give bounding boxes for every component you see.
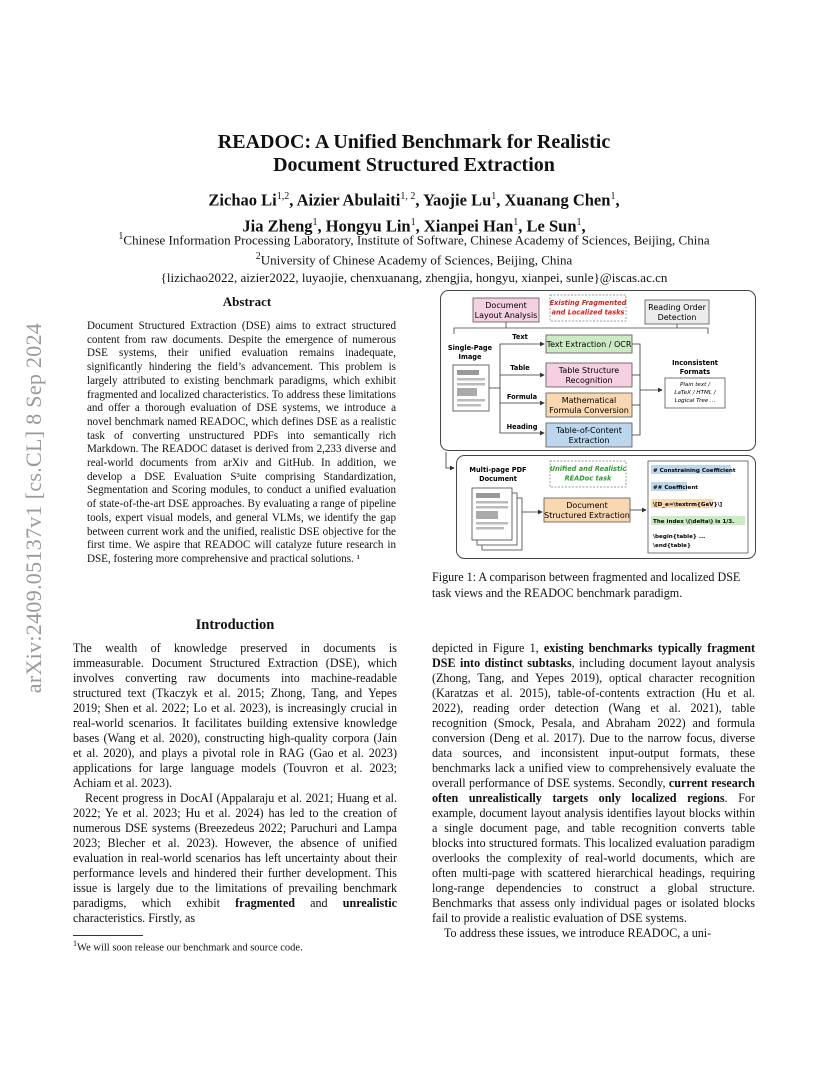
author-affil-mark: 1	[576, 216, 582, 228]
author-line-1: Zichao Li$^{1,2}$, Aizier Abulaiti$^{1, 2}$, Yaojie Lu$^1$, Xuanang Chen$^1$,	[208, 190, 620, 210]
author-affil-mark: 1	[410, 216, 416, 228]
author-affil-mark: 1,2	[276, 191, 290, 202]
left-column-text	[73, 641, 397, 926]
unified-note-line-2: READoc task	[564, 474, 612, 483]
author-affil-mark: 1	[610, 191, 616, 202]
abstract-body: Document Structured Extraction (DSE) aims to extract structured content from raw documents. Despite the emergence of numerous DSE systems, their unified evaluation remains inadequate, significantly hindering the field’s advancement. This problem is largely attributed to existing benchmark paradigms, which exhibit fragmented and localized characteristics. To address these limitations and offer a thorough evaluation of DSE systems, we introduce a novel benchmark named READOC, which defines DSE as a realistic task of converting unstructured PDFs into semantically rich Markdown. The READOC dataset is derived from 2,233 diverse and real-world documents from arXiv and GitHub. In addition, we develop a DSE Evaluation S³uite comprising Standardization, Segmentation and Scoring modules, to conduct a unified evaluation of state-of-the-art DSE approaches. By evaluating a range of pipeline tools, expert visual models, and general VLMs, we identify the gap between current work and the unified, realistic DSE objective for the first time. We aspire that READOC will catalyze future research in DSE, fostering more comprehensive and practical solutions. ¹	[87, 320, 396, 565]
author-name: Le Sun	[526, 216, 577, 235]
md-line-5: \begin{table} ...	[653, 534, 706, 540]
task-box-toc-label-2: Extraction	[568, 436, 610, 445]
text-run: characteristics. Firstly, as	[73, 911, 196, 925]
figure-1-diagram	[440, 290, 756, 562]
footnote	[73, 939, 397, 954]
text-run: and	[294, 896, 343, 910]
author-line-2: Jia Zheng$^1$, Hongyu Lin$^1$, Xianpei Han$^1$, Le Sun$^1$,	[242, 216, 586, 235]
branch-label-table: Table	[510, 364, 530, 372]
task-box-table-label-2: Recognition	[565, 376, 613, 385]
dse-task-label-2: Structured Extraction	[544, 511, 630, 520]
author-affil-mark: 1	[312, 216, 318, 228]
single-page-label-1: Single-Page	[447, 344, 493, 352]
branch-label-text: Text	[512, 333, 528, 341]
footnote-mark: 1	[73, 939, 77, 948]
introduction-heading: Introduction	[195, 617, 275, 633]
footnote-rule	[73, 935, 143, 936]
dse-task-label-1: Document	[566, 501, 608, 510]
branch-label-formula: Formula	[506, 393, 538, 401]
page-icon-line	[457, 404, 481, 407]
bold-term: fragmented	[235, 896, 295, 910]
multi-page-label-2: Document	[479, 475, 517, 483]
author-affil-mark: 1	[513, 216, 519, 228]
right-paragraph-2: To address these issues, we introduce READOC, a uni-	[444, 926, 712, 940]
layout-analysis-label-1: Document	[485, 301, 527, 310]
formats-line-1: Plain text /	[679, 382, 711, 388]
text-run: . For example, document layout analysis identifies layout blocks within a single document page, and table recognition converts table blocks into structured formats. This localized evaluation paradigm overlooks the complexity of real-world documents, which are often multi-page with scattered hierarchical headings, requiring long-range dependencies to construct a global structure. Benchmarks that assess only individual pages or isolated blocks fail to provide a realistic evaluation of DSE systems.	[432, 791, 756, 925]
paper-title	[114, 131, 714, 177]
task-box-table-label-1: Table Structure	[558, 366, 620, 375]
page-icon-line	[457, 399, 485, 402]
right-column-text	[432, 641, 755, 941]
affiliations	[74, 228, 754, 286]
md-line-1: # Constraining Coefficient	[653, 468, 736, 474]
author-name: Yaojie Lu	[422, 190, 492, 210]
intro-paragraph-1: The wealth of knowledge preserved in documents is immeasurable. Document Structured Extraction (DSE), which involves converting raw documents into machine-readable structured text (Tkaczyk et al. 2015; Zhong, Tang, and Yepes 2019; Shen et al. 2022; Lo et al. 2023), is increasingly crucial in real-world scenarios. It facilitates building extensive knowledge bases (Wang et al. 2020), constructing high-quality corpora (Jain et al. 2020), and plays a pivotal role in RAG (Gao et al. 2023) applications for large language models (Touvron et al. 2023; Achiam et al. 2023).	[73, 641, 397, 790]
bold-claim: current research often unrealistically targets only localized regions	[432, 776, 755, 805]
top-bracket	[454, 328, 708, 334]
intro-paragraph-2	[73, 791, 397, 926]
inconsistent-formats-line-1: Inconsistent	[672, 359, 718, 367]
author-name: Hongyu Lin	[325, 216, 411, 235]
bold-term: unrealistic	[342, 896, 397, 910]
task-box-formula-label-1: Mathematical	[561, 396, 617, 405]
figure-1-caption: Figure 1: A comparison between fragmented and localized DSE task views and the READOC benchmark paradigm.	[432, 570, 741, 600]
bold-claim: existing benchmarks typically fragment DSE into distinct subtasks	[432, 641, 755, 670]
page-icon-line	[476, 501, 508, 504]
page-icon-line	[476, 522, 508, 525]
branch-label-heading: Heading	[506, 423, 538, 431]
fragmented-note-line-1: Existing Fragmented	[549, 299, 627, 307]
title-line-2: Document Structured Extraction	[273, 154, 555, 176]
fragmented-note-line-2: and Localized tasks	[551, 308, 625, 317]
author-name: Aizier Abulaiti	[296, 190, 401, 210]
task-box-formula-label-2: Formula Conversion	[549, 406, 629, 415]
arxiv-id-text: arXiv:2409.05137v1 [cs.CL] 8 Sep 2024	[21, 322, 46, 694]
text-run: Recent progress in DocAI (Appalaraju et al. 2021; Huang et al. 2022; Ye et al. 2023; Hu et al. 2024) has led to the creation of numerous DSE systems (Breezedeus 2022; Paruchuri and Lampa 2023; Blecher et al. 2023). However, the absence of unified evaluation in real-world scenarios has left uncertainty about their performance levels and hindered their further development. This issue is largely due to the limitations of prevailing benchmark paradigms, which exhibit	[73, 791, 397, 910]
page-icon-line	[476, 493, 500, 498]
reading-order-label-1: Reading Order	[648, 303, 706, 312]
affiliation-1: $^1$Chinese Information Processing Laboratory, Institute of Software, Chinese Academy of Sciences, Beijing, China	[118, 231, 710, 248]
formats-line-2: LaTeX / HTML /	[674, 390, 716, 396]
page-icon-line	[457, 383, 485, 386]
author-emails: {lizichao2022, aizier2022, luyaojie, chenxuanang, zhengjia, hongyu, xianpei, sunle}@iscas.ac.cn	[160, 269, 668, 285]
author-name: Xuanang Chen	[504, 190, 611, 210]
md-line-4: The index \(\delta\) is 1/3.	[653, 519, 735, 525]
abstract-heading: Abstract	[222, 294, 272, 309]
affiliation-2-text: University of Chinese Academy of Sciences, Beijing, China	[260, 252, 573, 268]
affiliation-2: $^2$University of Chinese Academy of Sciences, Beijing, China	[255, 251, 573, 268]
task-box-toc-label-1: Table-of-Content	[556, 426, 622, 435]
text-run: depicted in Figure 1,	[432, 641, 544, 655]
task-box-ocr-label: Text Extraction / OCR	[546, 340, 632, 349]
multi-page-label-1: Multi-page PDF	[469, 466, 527, 474]
author-name: Xianpei Han	[423, 216, 514, 235]
page-icon-line	[457, 370, 479, 375]
arxiv-identifier	[20, 296, 48, 720]
md-line-3: \[D_e=\textrm{GeV}\]	[653, 502, 723, 508]
md-line-6: \end{table}	[653, 543, 691, 549]
right-paragraph-1	[432, 641, 755, 926]
author-affil-mark: 1, 2	[400, 191, 416, 202]
author-name: Jia Zheng	[242, 216, 313, 235]
panel-link-arrow	[446, 452, 454, 468]
page-icon-line	[457, 378, 485, 381]
author-name: Zichao Li	[208, 190, 277, 210]
page-icon-table	[457, 388, 477, 396]
formats-line-3: Logical Tree ...	[674, 398, 716, 404]
unified-note-line-1: Unified and Realistic	[549, 465, 627, 473]
page-icon-line	[476, 527, 504, 530]
reading-order-label-2: Detection	[657, 313, 697, 322]
page-icon-line	[476, 506, 508, 509]
affiliation-1-text: Chinese Information Processing Laboratory, Institute of Software, Chinese Academy of Sciences, Beijing, China	[123, 232, 710, 248]
title-line-1: READOC: A Unified Benchmark for Realistic	[217, 131, 611, 153]
footnote-text: We will soon release our benchmark and source code.	[77, 942, 303, 954]
layout-analysis-label-2: Layout Analysis	[474, 311, 538, 320]
md-line-2: ## Coefficient	[653, 485, 698, 491]
inconsistent-formats-line-2: Formats	[679, 368, 711, 376]
merge-bracket	[632, 344, 640, 435]
figure-1	[440, 290, 756, 562]
page-icon-table	[476, 511, 498, 519]
author-affil-mark: 1	[491, 191, 497, 202]
single-page-label-2: Image	[458, 353, 482, 361]
text-run: , including document layout analysis (Zhong, Tang, and Yepes 2019), optical character recognition (Karatzas et al. 2015), table-of-contents extraction (Hu et al. 2022), reading order detection (Wang et al. 2021), table recognition (Smock, Pesala, and Abraham 2022) and formula conversion (Deng et al. 2017). Due to the narrow focus, diverse data sources, and inconsistent input-output formats, these benchmarks lack a unified view to comprehensively evaluate the overall performance of DSE systems. Secondly,	[432, 656, 755, 790]
